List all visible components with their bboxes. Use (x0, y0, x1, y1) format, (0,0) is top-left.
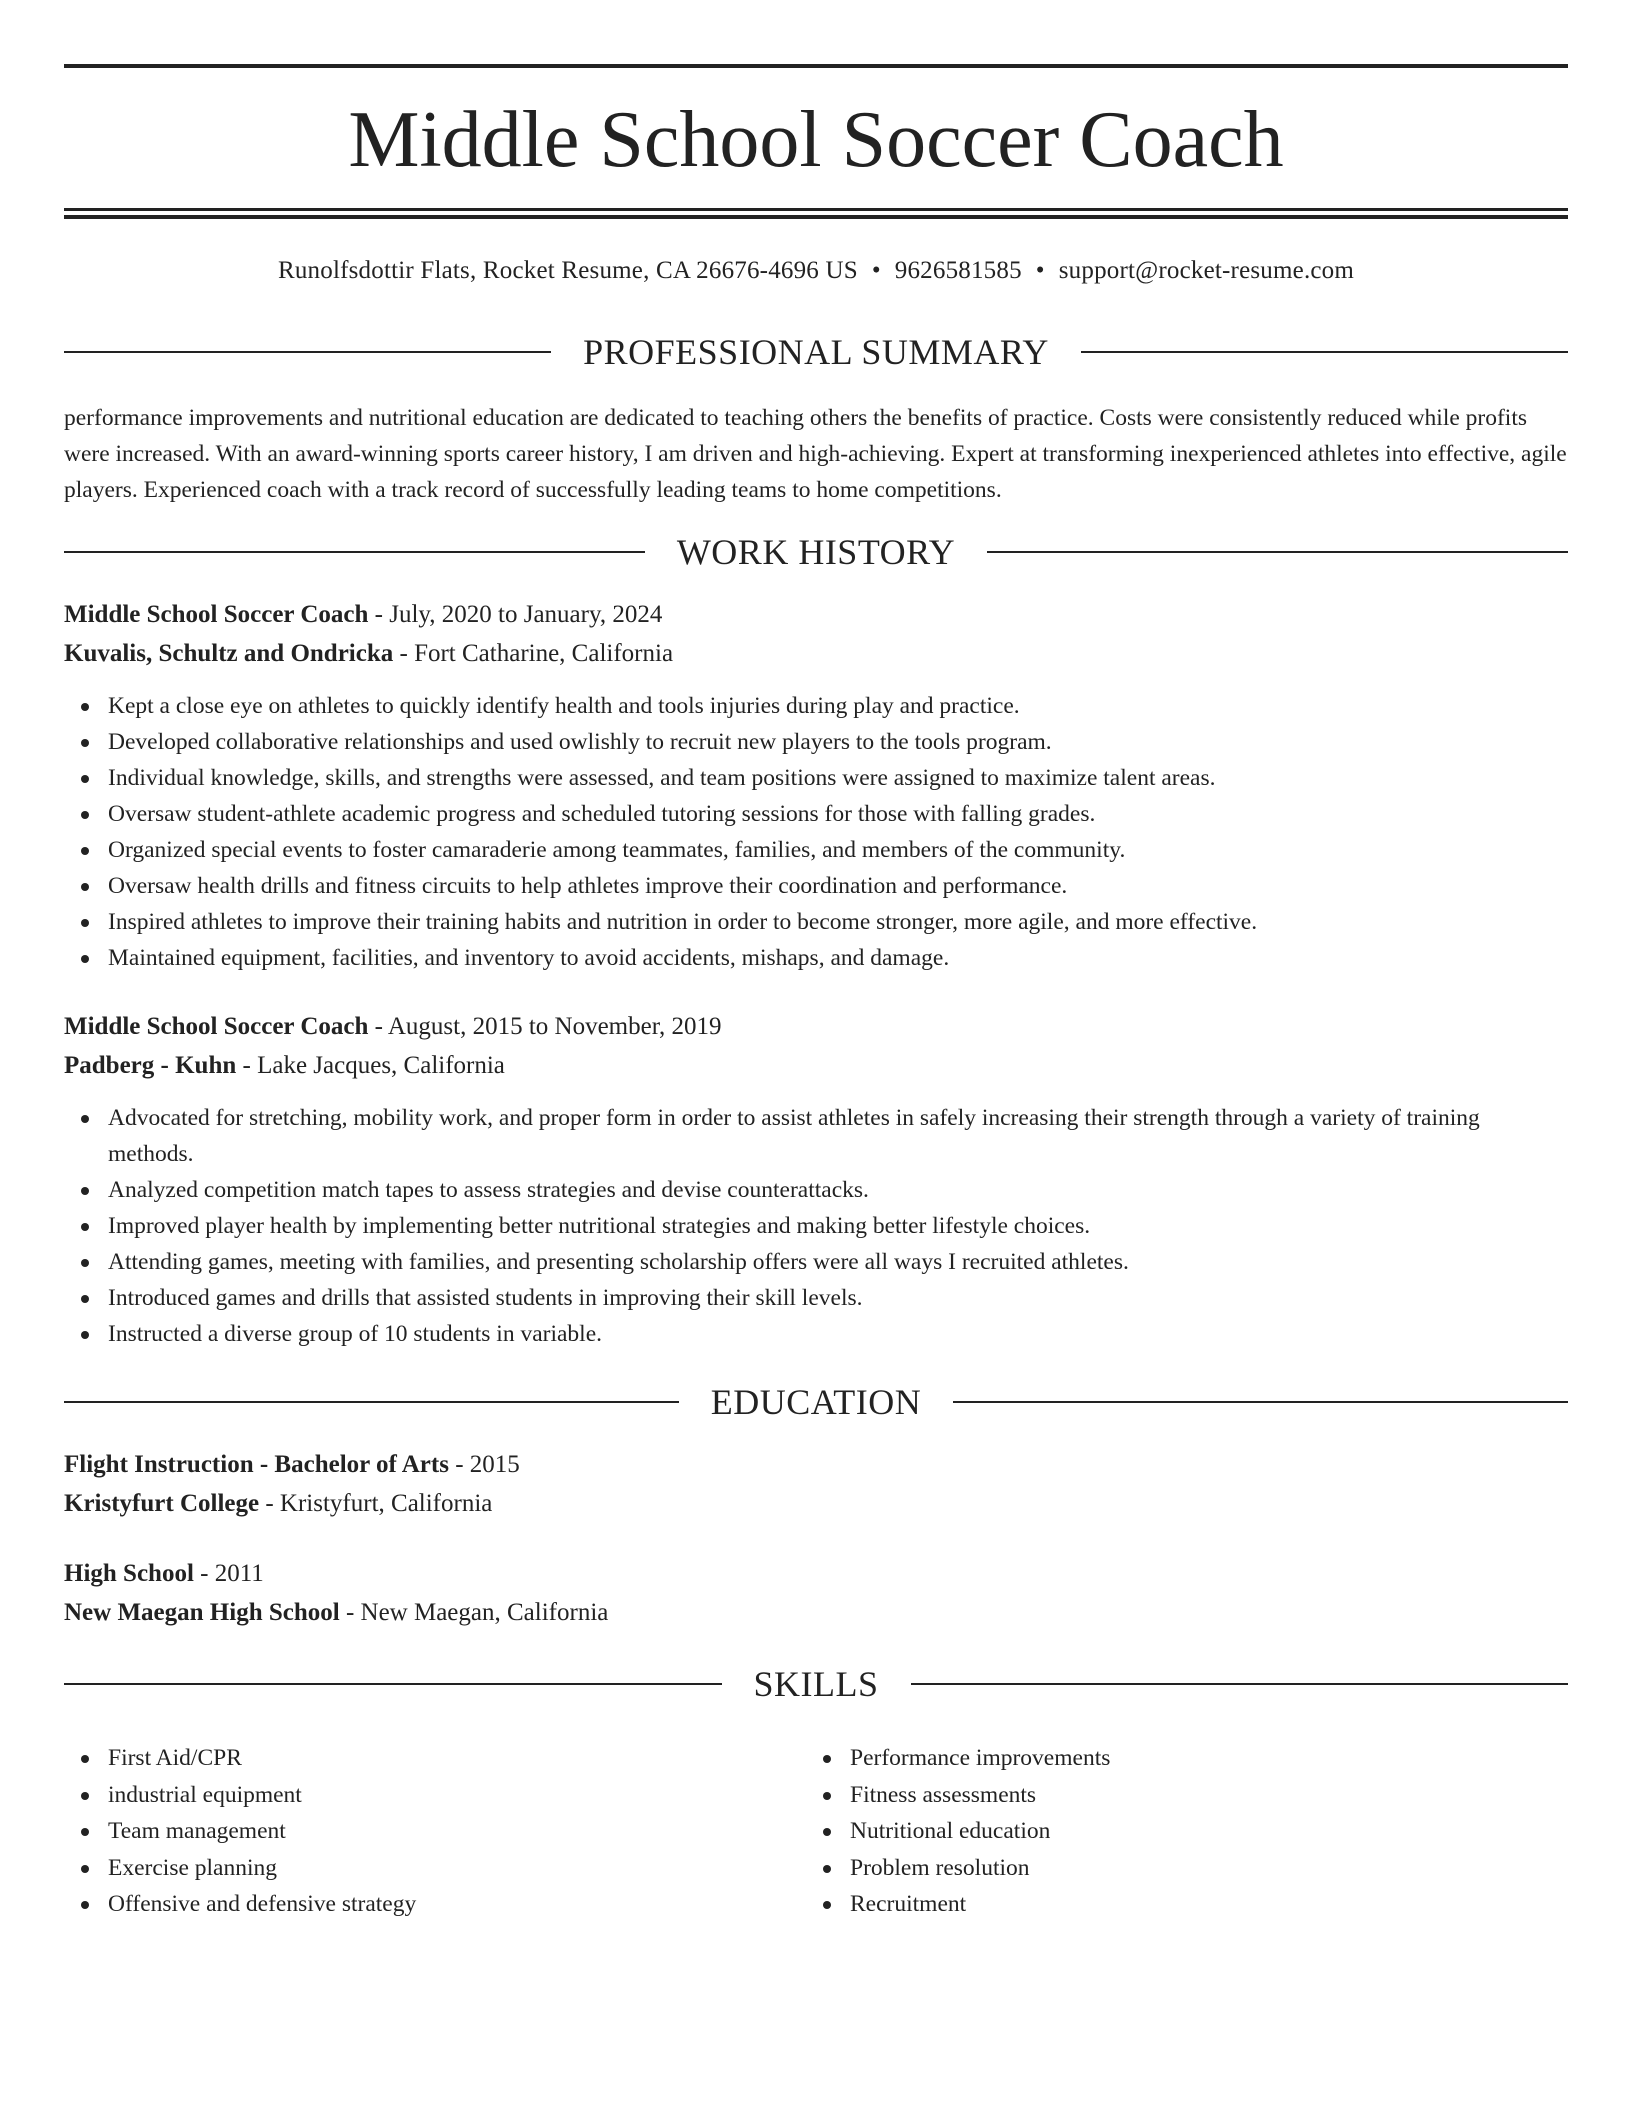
education-school: New Maegan High School (64, 1599, 340, 1626)
job-location: - Lake Jacques, California (242, 1052, 505, 1079)
section-title: WORK HISTORY (676, 532, 956, 572)
job-bullet: Individual knowledge, skills, and strengths were assessed, and team positions were assigned to maximize talent areas. (64, 760, 1568, 796)
job-title: Middle School Soccer Coach (64, 1013, 369, 1040)
section-heading-work (64, 530, 1568, 574)
skills-list-right (806, 1740, 1546, 1923)
heading-rule-left (64, 1683, 722, 1685)
heading-rule-right (953, 1401, 1568, 1403)
skill-item: Exercise planning (64, 1850, 804, 1887)
education-degree-line (64, 1556, 1568, 1592)
job-bullet: Kept a close eye on athletes to quickly identify health and tools injuries during play and practice. (64, 688, 1568, 724)
heading-rule-left (64, 351, 551, 353)
job-bullet: Developed collaborative relationships and used owlishly to recruit new players to the tools program. (64, 724, 1568, 760)
skill-item: Fitness assessments (806, 1777, 1546, 1814)
contact-address: Runolfsdottir Flats, Rocket Resume, CA 26676-4696 US (277, 257, 858, 284)
skill-item: industrial equipment (64, 1777, 804, 1814)
section-title: PROFESSIONAL SUMMARY (583, 332, 1049, 372)
section-heading-education (64, 1380, 1568, 1424)
job-bullet: Maintained equipment, facilities, and inventory to avoid accidents, mishaps, and damage. (64, 940, 1568, 976)
education-school-line (64, 1486, 1568, 1522)
contact-email: support@rocket-resume.com (1058, 257, 1355, 284)
education-year: - 2015 (455, 1451, 520, 1478)
job-bullet: Analyzed competition match tapes to assess strategies and devise counterattacks. (64, 1172, 1568, 1208)
job-title: Middle School Soccer Coach (64, 601, 369, 628)
job-bullets (64, 688, 1568, 976)
heading-rule-left (64, 551, 645, 553)
heading-rule-right (987, 551, 1568, 553)
resume-name: Middle School Soccer Coach (348, 96, 1284, 184)
job-bullet: Instructed a diverse group of 10 students in variable. (64, 1316, 1568, 1352)
education-degree-line (64, 1447, 1568, 1483)
section-heading-summary (64, 330, 1568, 374)
heading-rule-right (911, 1683, 1569, 1685)
job-employer: Padberg - Kuhn (64, 1052, 237, 1079)
skill-item: Performance improvements (806, 1740, 1546, 1777)
job-bullet: Organized special events to foster camaraderie among teammates, families, and members of the community. (64, 832, 1568, 868)
job-bullet: Introduced games and drills that assisted students in improving their skill levels. (64, 1280, 1568, 1316)
job-bullet: Improved player health by implementing better nutritional strategies and making better lifestyle choices. (64, 1208, 1568, 1244)
job-title-line (64, 597, 1568, 633)
contact-separator: • (871, 257, 881, 284)
skill-item: Recruitment (806, 1886, 1546, 1923)
job-bullet: Advocated for stretching, mobility work, and proper form in order to assist athletes in safely increasing their strength through a variety of training methods. (64, 1100, 1568, 1172)
contact-separator: • (1035, 257, 1045, 284)
job-dates: - July, 2020 to January, 2024 (374, 601, 663, 628)
job-bullet: Oversaw health drills and fitness circuits to help athletes improve their coordination and performance. (64, 868, 1568, 904)
education-degree: High School (64, 1560, 194, 1587)
section-heading-skills (64, 1662, 1568, 1706)
job-bullet: Inspired athletes to improve their training habits and nutrition in order to become stronger, more agile, and more effective. (64, 904, 1568, 940)
education-degree: Flight Instruction - Bachelor of Arts (64, 1451, 449, 1478)
section-title: EDUCATION (710, 1382, 922, 1422)
job-employer: Kuvalis, Schultz and Ondricka (64, 640, 394, 667)
skills-list-left (64, 1740, 804, 1923)
skill-item: Problem resolution (806, 1850, 1546, 1887)
job-employer-line (64, 1048, 1568, 1084)
education-year: - 2011 (200, 1560, 264, 1587)
header-double-rule-lower (64, 215, 1568, 219)
skill-item: Nutritional education (806, 1813, 1546, 1850)
education-location: - Kristyfurt, California (265, 1490, 493, 1517)
header-double-rule-upper (64, 208, 1568, 211)
education-school: Kristyfurt College (64, 1490, 260, 1517)
skill-item: Offensive and defensive strategy (64, 1886, 804, 1923)
education-location: - New Maegan, California (345, 1599, 609, 1626)
job-employer-line (64, 636, 1568, 672)
skill-item: Team management (64, 1813, 804, 1850)
heading-rule-left (64, 1401, 679, 1403)
job-dates: - August, 2015 to November, 2019 (374, 1013, 722, 1040)
contact-phone: 9626581585 (894, 257, 1022, 284)
section-title: SKILLS (753, 1664, 879, 1704)
job-location: - Fort Catharine, California (399, 640, 674, 667)
job-title-line (64, 1009, 1568, 1045)
heading-rule-right (1081, 351, 1568, 353)
header-top-rule (64, 64, 1568, 68)
education-school-line (64, 1595, 1568, 1631)
contact-line (64, 254, 1568, 288)
job-bullet: Oversaw student-athlete academic progress and scheduled tutoring sessions for those with falling grades. (64, 796, 1568, 832)
job-bullet: Attending games, meeting with families, and presenting scholarship offers were all ways I recruited athletes. (64, 1244, 1568, 1280)
job-bullets (64, 1100, 1568, 1352)
summary-text: performance improvements and nutritional education are dedicated to teaching others the benefits of practice. Costs were consistently reduced while profits were increased. With an award-winning sports career history, I am driven and high-achieving. Expert at transforming inexperienced athletes into effective, agile players. Experienced coach with a track record of successfully leading teams to home competitions. (64, 405, 1567, 503)
skill-item: First Aid/CPR (64, 1740, 804, 1777)
